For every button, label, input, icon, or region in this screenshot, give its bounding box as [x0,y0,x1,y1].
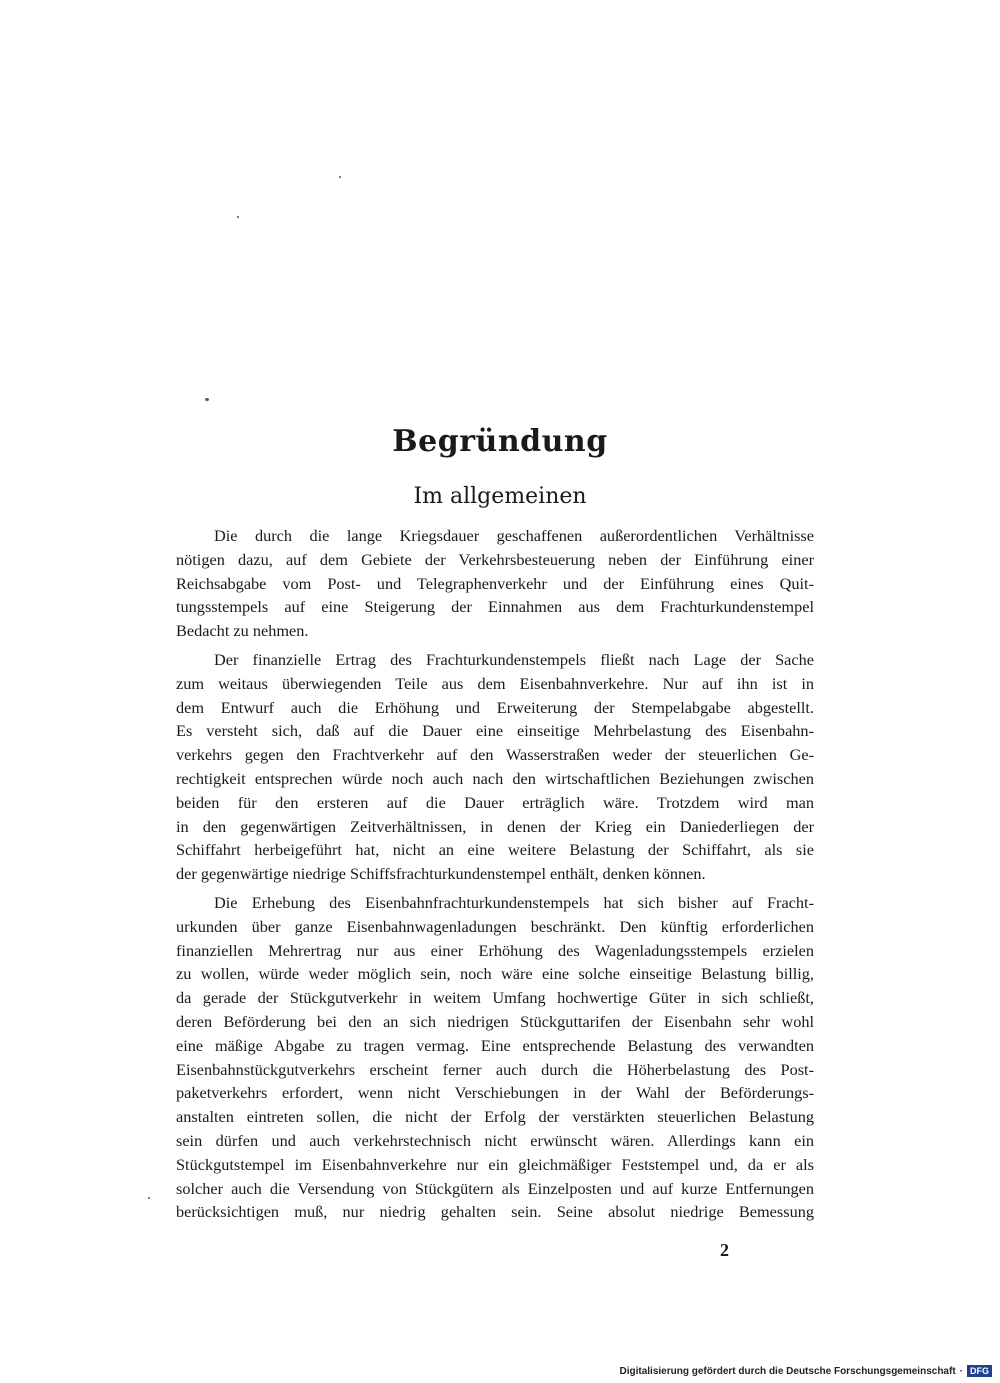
paragraph [176,524,814,643]
text-line: Stückgutstempel im Eisenbahnverkehre nur ein gleichmäßiger Feststempel und, da er als [176,1154,814,1174]
text-line: sein dürfen und auch verkehrstechnisch nicht erwünscht wären. Allerdings kann ein [176,1130,814,1150]
text-line: anstalten eintreten sollen, die nicht der Erfolg der verstärkten steuerlichen Belastung [176,1107,814,1127]
text-line: berücksichtigen muß, nur niedrig gehalten sein. Seine absolut niedrige Bemessung [176,1202,814,1222]
text-line: da gerade der Stückgutverkehr in weitem Umfang hochwertige Güter in sich schließt, [176,988,814,1008]
text-line: Die durch die lange Kriegsdauer geschaffenen außerordentlichen Verhältnisse [214,526,814,545]
text-line: urkunden über ganze Eisenbahnwagenladungen beschränkt. Den künftig erforderlichen [176,916,814,936]
text-line: solcher auch die Versendung von Stückgütern als Einzelposten und auf kurze Entfernungen [176,1178,814,1198]
text-line: zu wollen, würde weder möglich sein, noch wäre eine solche einseitige Belastung billig, [176,964,814,984]
text-line: Der finanzielle Ertrag des Frachturkundenstempels fließt nach Lage der Sache [214,649,814,669]
text-line: Es versteht sich, daß auf die Dauer eine einseitige Mehrbelastung des Eisenbahn- [176,721,814,741]
footer [619,1365,992,1377]
dfg-logo-icon: DFG [967,1365,992,1377]
text-line: zum weitaus überwiegenden Teile aus dem Eisenbahnverkehre. Nur auf ihn ist in [176,673,814,693]
scan-speck [237,216,239,218]
document-title: Begründung [392,424,608,459]
text-line: tungsstempels auf eine Steigerung der Einnahmen aus dem Frachturkundenstempel [176,597,814,617]
text-line: nötigen dazu, auf dem Gebiete der Verkehrsbesteuerung neben der Einführung einer [176,549,814,569]
text-line: Schiffahrt herbeigeführt hat, nicht an eine weitere Belastung der Schiffahrt, als sie [176,840,814,860]
body-text [176,524,814,1229]
section-heading: Im allgemeinen [413,484,587,509]
paragraph [176,891,814,1224]
text-line: der gegenwärtige niedrige Schiffsfrachturkundenstempel enthält, denken können. [176,864,706,884]
text-line: deren Beförderung bei den an sich niedrigen Stückguttarifen der Eisenbahn sehr wohl [176,1011,814,1031]
text-line: paketverkehrs erfordert, wenn nicht Verschiebungen in der Wahl der Beförderungs- [176,1083,814,1103]
footer-separator: · [959,1365,963,1377]
scan-speck [205,398,209,401]
text-line: in den gegenwärtigen Zeitverhältnissen, in denen der Krieg ein Daniederliegen der [176,816,814,836]
scan-speck [148,1197,150,1199]
text-line: Die Erhebung des Eisenbahnfrachturkundenstempels hat sich bisher auf Fracht- [214,892,814,912]
text-line: finanziellen Mehrertrag nur aus einer Erhöhung des Wagenladungsstempels erzielen [176,940,814,960]
text-line: Eisenbahnstückgutverkehrs erscheint ferner auch durch die Höherbelastung des Post- [176,1059,814,1079]
text-line: Bedacht zu nehmen. [176,621,309,641]
footer-credit: Digitalisierung gefördert durch die Deutsche Forschungsgemeinschaft [619,1365,956,1377]
scan-speck [339,176,341,178]
text-line: eine mäßige Abgabe zu tragen vermag. Eine entsprechende Belastung des verwandten [176,1035,814,1055]
text-line: beiden für den ersteren auf die Dauer erträglich wäre. Trotzdem wird man [176,792,814,812]
text-line: verkehrs gegen den Frachtverkehr auf den Wasserstraßen weder der steuerlichen Ge- [176,745,814,765]
text-line: Reichsabgabe vom Post- und Telegraphenverkehr und der Einführung eines Quit- [176,573,814,593]
paragraph [176,648,814,886]
text-line: dem Entwurf auch die Erhöhung und Erweiterung der Stempelabgabe abgestellt. [176,697,814,717]
page-number: 2 [720,1240,729,1260]
text-line: rechtigkeit entsprechen würde noch auch nach den wirtschaftlichen Beziehungen zwischen [176,768,814,788]
